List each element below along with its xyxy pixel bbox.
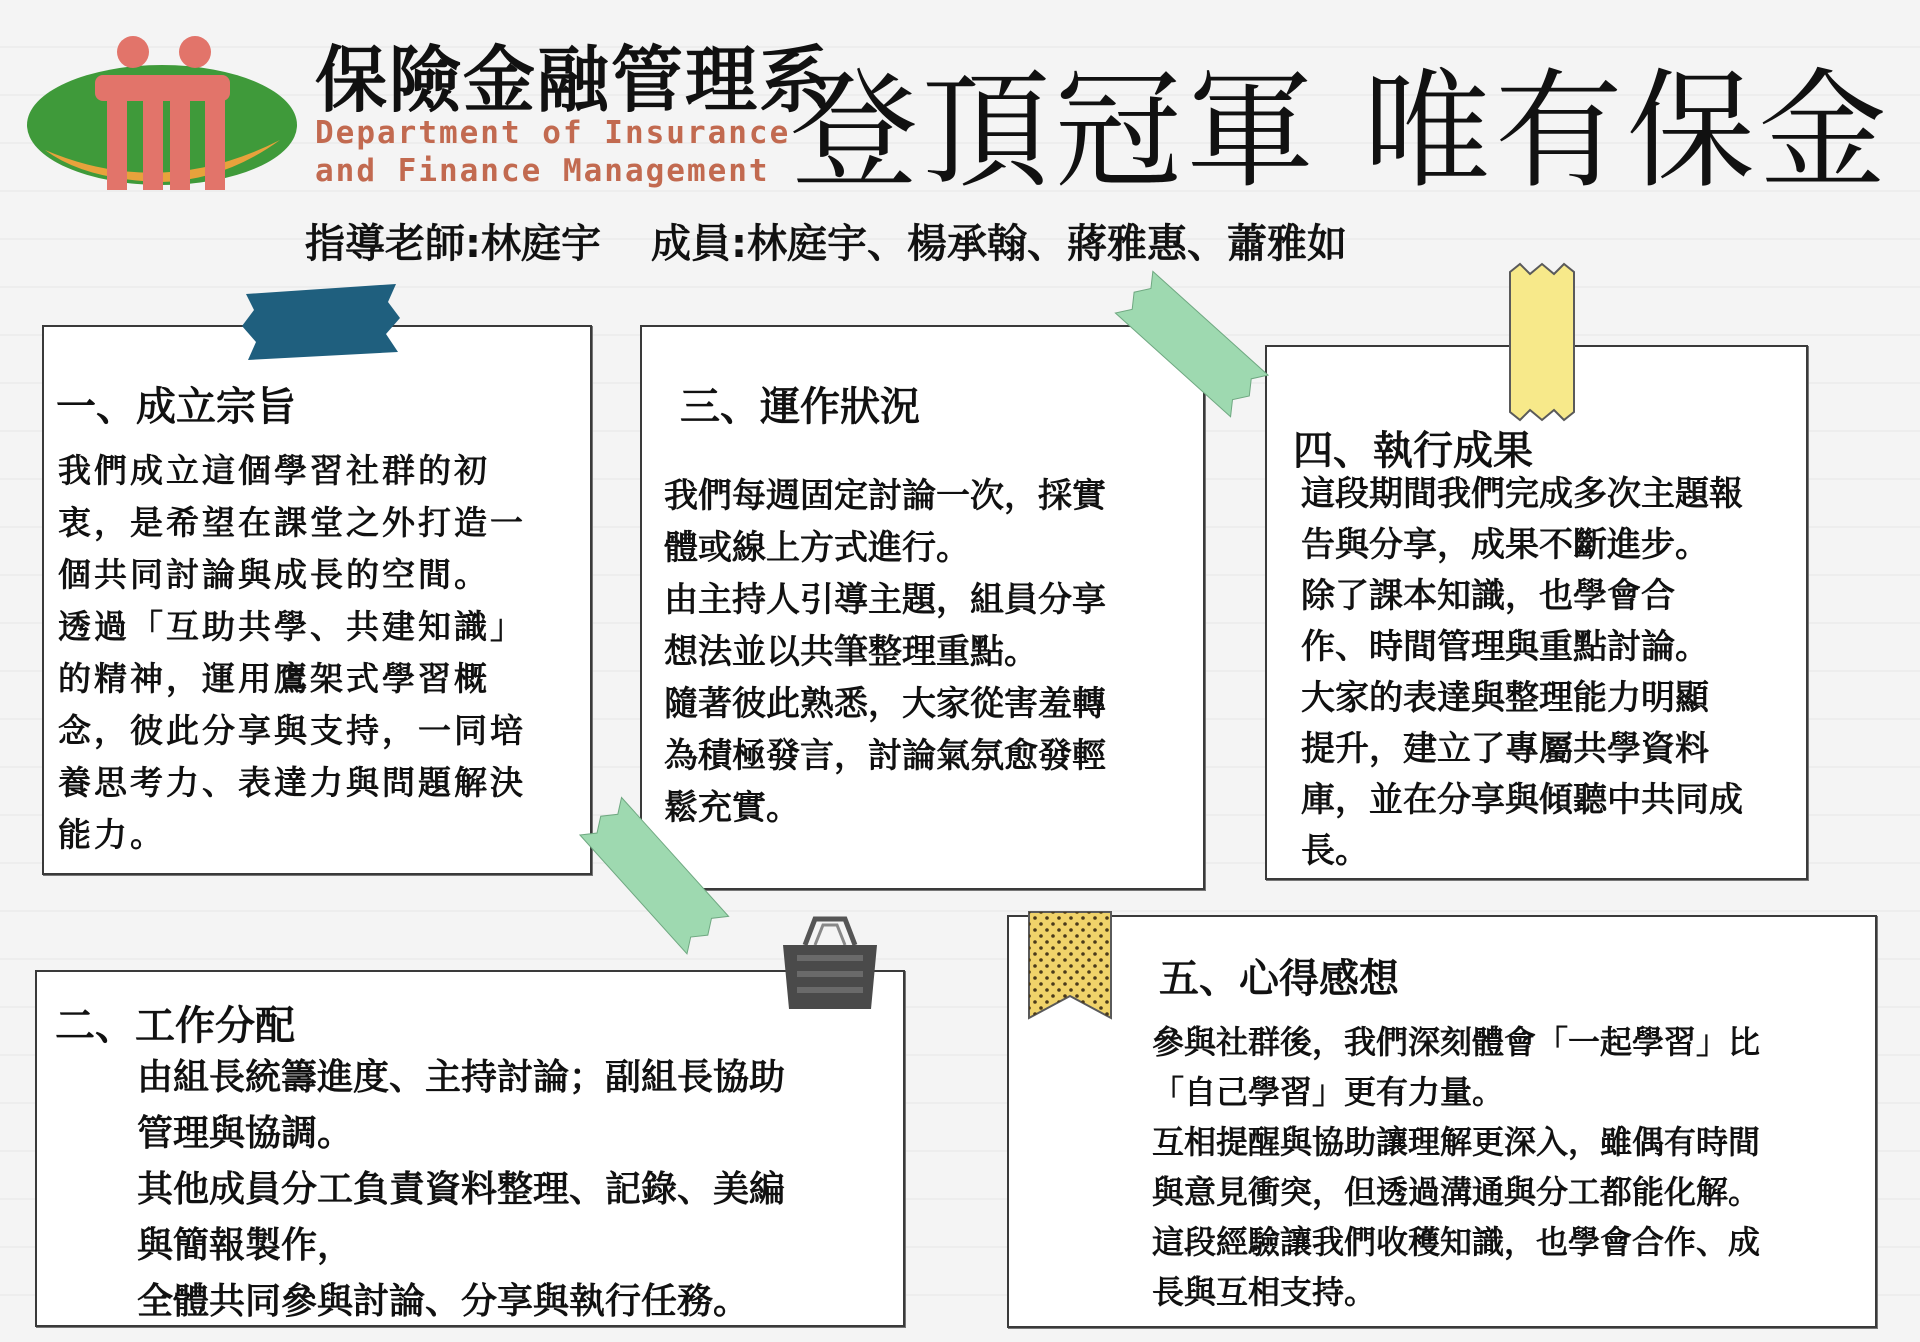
- text-line: 作、時間管理與重點討論。: [1301, 627, 1709, 667]
- text-line: 長。: [1301, 831, 1369, 871]
- text-line: 與簡報製作，: [137, 1225, 354, 1266]
- department-name-en-line2: and Finance Management: [315, 153, 770, 189]
- card-reflection: [1007, 915, 1877, 1328]
- department-name-zh: 保險金融管理系: [315, 38, 834, 122]
- text-line: 與意見衝突，但透過溝通與分工都能化解。: [1152, 1173, 1761, 1211]
- text-line: 長與互相支持。: [1152, 1273, 1377, 1311]
- text-line: 全體共同參與討論、分享與執行任務。: [137, 1281, 750, 1322]
- text-line: 念，彼此分享與支持，一同培: [58, 711, 526, 750]
- mint-tape-top-icon: [1110, 268, 1275, 418]
- text-line: 管理與協調。: [137, 1113, 354, 1154]
- department-logo-icon: [25, 30, 300, 210]
- card-purpose: [42, 325, 592, 875]
- text-line: 「自己學習」更有力量。: [1152, 1073, 1505, 1111]
- text-line: 由組長統籌進度、主持討論；副組長協助: [137, 1057, 786, 1098]
- text-line: 大家的表達與整理能力明顯: [1301, 678, 1709, 718]
- card-reflection-title: 五、心得感想: [1159, 956, 1399, 1002]
- advisor-members-line: [305, 212, 1347, 269]
- card-purpose-title: 一、成立宗旨: [56, 384, 296, 430]
- text-line: 我們每週固定討論一次，採實: [664, 476, 1106, 516]
- text-line: 參與社群後，我們深刻體會「一起學習」比: [1152, 1023, 1761, 1061]
- card-division: [35, 970, 905, 1327]
- card-reflection-body: [1152, 1017, 1760, 1317]
- navy-tape-icon: [238, 282, 408, 362]
- slogan-title: 登頂冠軍 唯有保金: [790, 57, 1891, 206]
- text-line: 體或線上方式進行。: [664, 528, 970, 568]
- text-line: 其他成員分工負責資料整理、記錄、美編: [137, 1169, 786, 1210]
- members-text: 成員:林庭宇、楊承翰、蔣雅惠、蕭雅如: [651, 221, 1347, 267]
- department-name-en-line1: Department of Insurance: [315, 115, 791, 151]
- card-results-body: [1301, 469, 1743, 877]
- text-line: 想法並以共筆整理重點。: [664, 632, 1038, 672]
- mint-tape-bottom-icon: [575, 790, 735, 960]
- text-line: 能力。: [58, 815, 166, 854]
- dotted-ribbon-icon: [1025, 908, 1115, 1023]
- card-results-title: 四、執行成果: [1293, 428, 1533, 474]
- text-line: 透過「互助共學、共建知識」: [58, 607, 526, 646]
- card-division-body: [137, 1050, 785, 1330]
- text-line: 由主持人引導主題，組員分享: [664, 580, 1106, 620]
- text-line: 為積極發言，討論氣氛愈發輕: [664, 736, 1106, 776]
- text-line: 除了課本知識，也學會合: [1301, 576, 1675, 616]
- card-purpose-body: [58, 445, 526, 861]
- card-results: [1265, 345, 1808, 880]
- text-line: 個共同討論與成長的空間。: [58, 555, 490, 594]
- card-operation-title: 三、運作狀況: [680, 384, 920, 430]
- text-line: 這段期間我們完成多次主題報: [1301, 474, 1743, 514]
- text-line: 養思考力、表達力與問題解決: [58, 763, 526, 802]
- text-line: 的精神，運用鷹架式學習概: [58, 659, 490, 698]
- text-line: 互相提醒與協助讓理解更深入，雖偶有時間: [1152, 1123, 1761, 1161]
- card-division-title: 二、工作分配: [55, 1003, 295, 1049]
- text-line: 提升，建立了專屬共學資料: [1301, 729, 1709, 769]
- text-line: 我們成立這個學習社群的初: [58, 451, 490, 490]
- text-line: 告與分享，成果不斷進步。: [1301, 525, 1709, 565]
- advisor-text: 指導老師:林庭宇: [305, 221, 601, 267]
- card-operation-body: [664, 470, 1106, 834]
- yellow-tape-icon: [1508, 262, 1576, 422]
- text-line: 庫，並在分享與傾聽中共同成: [1301, 780, 1743, 820]
- text-line: 衷，是希望在課堂之外打造一: [58, 503, 526, 542]
- text-line: 鬆充實。: [664, 788, 800, 828]
- text-line: 隨著彼此熟悉，大家從害羞轉: [664, 684, 1106, 724]
- text-line: 這段經驗讓我們收穫知識，也學會合作、成: [1152, 1223, 1761, 1261]
- binder-clip-icon: [775, 915, 885, 1015]
